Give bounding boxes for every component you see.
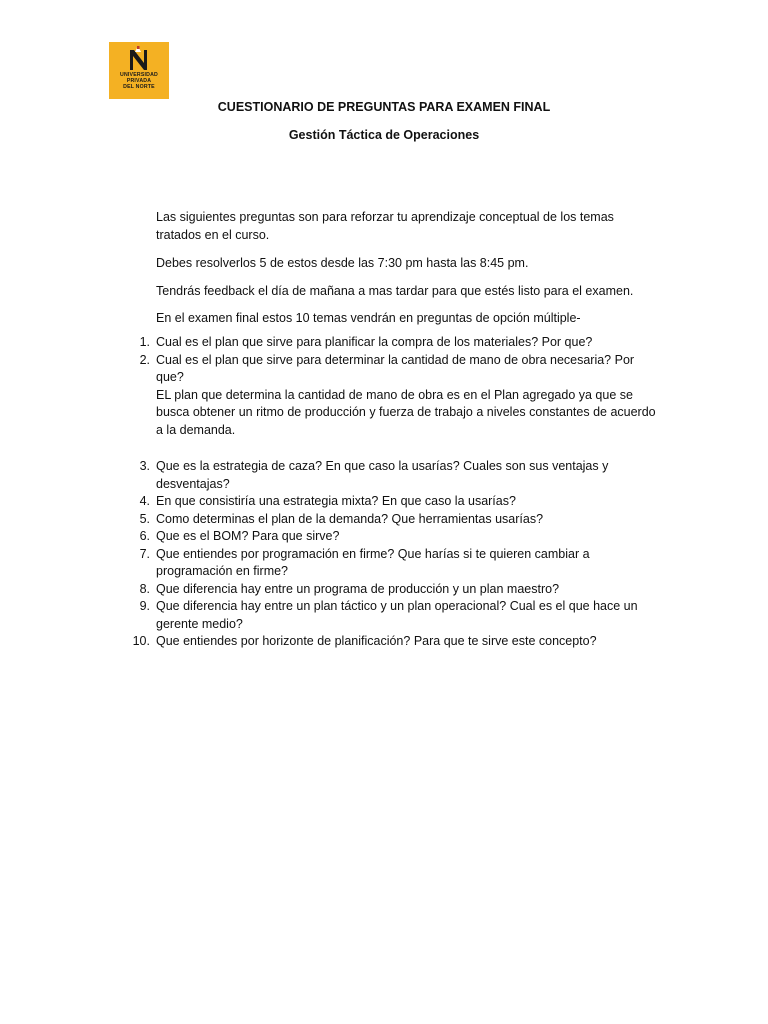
question-item (126, 633, 656, 651)
question-text: Que entiendes por horizonte de planificación? Para que te sirve este concepto? (156, 634, 597, 648)
question-item (126, 511, 656, 529)
question-text: En que consistiría una estrategia mixta? En que caso la usarías? (156, 494, 516, 508)
document-title: CUESTIONARIO DE PREGUNTAS PARA EXAMEN FINAL (217, 100, 551, 114)
question-text: Cual es el plan que sirve para determinar la cantidad de mano de obra necesaria? Por que? (156, 352, 635, 384)
question-item (126, 458, 656, 493)
question-text: Que entiendes por programación en firme? Que harías si te quieren cambiar a programación en firme? (156, 546, 590, 578)
question-number: 2. (139, 352, 150, 367)
answer-text: EL plan que determina la cantidad de mano de obra es en el Plan agregado ya que se busca obtener un ritmo de producción y fuerza de trabajo a niveles constantes de acuerdo a la demanda. (156, 387, 656, 437)
question-item (126, 334, 656, 352)
logo-text-line1: UNIVERSIDAD (120, 72, 158, 78)
question-text: Que es el BOM? Para que sirve? (156, 529, 340, 543)
question-text: Como determinas el plan de la demanda? Que herramientas usarías? (156, 511, 544, 526)
question-item (126, 546, 656, 581)
question-item (126, 598, 656, 633)
document-subtitle: Gestión Táctica de Operaciones (288, 128, 480, 142)
university-logo (109, 42, 169, 99)
question-number: 6. (139, 529, 150, 543)
question-text: Que diferencia hay entre un programa de producción y un plan maestro? (156, 581, 560, 596)
question-number: 1. (139, 335, 150, 349)
intro-paragraph-1: Las siguientes preguntas son para reforzar tu aprendizaje conceptual de los temas tratados en el curso. (156, 210, 614, 242)
logo-text-line2: PRIVADA (126, 78, 152, 84)
question-item (126, 581, 656, 599)
intro-paragraph-4: En el examen final estos 10 temas vendrán en preguntas de opción múltiple- (156, 311, 581, 325)
question-number: 7. (139, 546, 150, 561)
question-item (126, 528, 656, 546)
question-number: 10. (132, 634, 150, 648)
questions-list (126, 334, 656, 651)
logo-text-line3: DEL NORTE (123, 84, 155, 90)
question-number: 5. (139, 511, 150, 526)
question-text: Que diferencia hay entre un plan táctico y un plan operacional? Cual es el que hace un gerente medio? (156, 599, 638, 631)
intro-paragraph-3: Tendrás feedback el día de mañana a mas tardar para que estés listo para el examen. (156, 284, 634, 298)
question-number: 4. (139, 494, 150, 508)
n-logo-icon (124, 46, 154, 72)
intro-paragraph-2: Debes resolverlos 5 de estos desde las 7:30 pm hasta las 8:45 pm. (156, 256, 529, 270)
question-number: 3. (139, 459, 150, 473)
question-item (126, 352, 656, 440)
question-text: Cual es el plan que sirve para planificar la compra de los materiales? Por que? (156, 335, 593, 349)
question-number: 9. (139, 599, 150, 613)
question-number: 8. (139, 581, 150, 596)
question-text: Que es la estrategia de caza? En que caso la usarías? Cuales son sus ventajas y desventajas? (156, 459, 609, 491)
question-item (126, 493, 656, 511)
